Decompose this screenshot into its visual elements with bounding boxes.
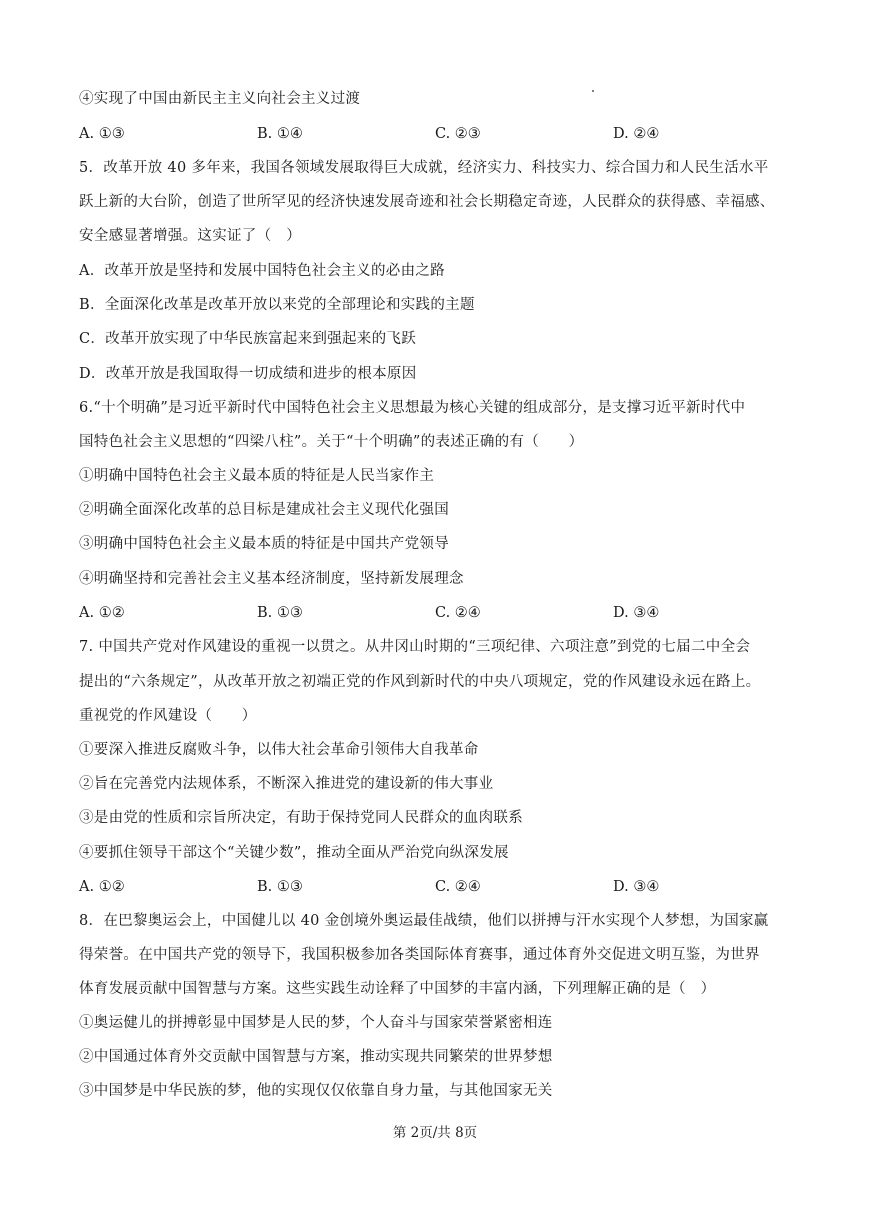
q6-option-a: A. ①② [79,605,125,621]
q6-option-b: B. ①③ [257,605,303,621]
q5-stem-line-3: 安全感显著增强。这实证了（ ） [79,228,301,244]
q4-options [79,124,799,144]
q6-option-c: C. ②④ [435,605,481,621]
q6-item-2: ②明确全面深化改革的总目标是建成社会主义现代化强国 [79,502,449,518]
q7-stem-line-3: 重视党的作风建设（ ） [79,708,257,724]
q4-option-b: B. ①④ [257,126,303,142]
q6-item-1: ①明确中国特色社会主义最本质的特征是人民当家作主 [79,468,435,484]
q5-option-a: A．改革开放是坚持和发展中国特色社会主义的必由之路 [79,263,445,279]
q4-option-a: A. ①③ [79,126,125,142]
q5-option-c: C．改革开放实现了中华民族富起来到强起来的飞跃 [79,331,416,347]
q6-stem-line-1: 6.“十个明确”是习近平新时代中国特色社会主义思想最为核心关键的组成部分，是支撑习近平新时代中 [79,400,746,416]
q7-options [79,877,799,897]
q5-stem-line-2: 跃上新的大台阶，创造了世所罕见的经济快速发展奇迹和社会长期稳定奇迹，人民群众的获得感、幸福感、 [79,194,775,210]
q7-item-3: ③是由党的性质和宗旨所决定，有助于保持党同人民群众的血肉联系 [79,810,523,826]
q4-item-4: ④实现了中国由新民主主义向社会主义过渡 [79,91,361,107]
q5-option-d: D．改革开放是我国取得一切成绩和进步的根本原因 [79,366,417,382]
q8-item-1: ①奥运健儿的拼搏彰显中国梦是人民的梦，个人奋斗与国家荣誉紧密相连 [79,1015,553,1031]
q4-option-d: D. ②④ [613,126,660,142]
q7-option-b: B. ①③ [257,879,303,895]
q6-options [79,603,799,623]
scan-speck [592,90,594,92]
q8-stem-line-2: 得荣誉。在中国共产党的领导下，我国积极参加各类国际体育赛事，通过体育外交促进文明互鉴，为世界 [79,947,760,963]
q7-option-d: D. ③④ [613,879,660,895]
q6-item-3: ③明确中国特色社会主义最本质的特征是中国共产党领导 [79,536,449,552]
q8-stem-line-3: 体育发展贡献中国智慧与方案。这些实践生动诠释了中国梦的丰富内涵，下列理解正确的是（ ） [79,981,716,997]
q7-item-1: ①要深入推进反腐败斗争，以伟大社会革命引领伟大自我革命 [79,742,479,758]
q8-item-3: ③中国梦是中华民族的梦，他的实现仅仅依靠自身力量，与其他国家无关 [79,1083,553,1099]
q7-option-a: A. ①② [79,879,125,895]
q5-option-b: B．全面深化改革是改革开放以来党的全部理论和实践的主题 [79,297,475,313]
q6-item-4: ④明确坚持和完善社会主义基本经济制度，坚持新发展理念 [79,571,464,587]
q5-stem-line-1: 5．改革开放 40 多年来，我国各领域发展取得巨大成就，经济实力、科技实力、综合国力和人民生活水平 [79,160,769,176]
q8-stem-line-1: 8．在巴黎奥运会上，中国健儿以 40 金创境外奥运最佳战绩，他们以拼搏与汗水实现个人梦想，为国家赢 [79,913,769,929]
q7-option-c: C. ②④ [435,879,481,895]
q6-option-d: D. ③④ [613,605,660,621]
q7-item-2: ②旨在完善党内法规体系，不断深入推进党的建设新的伟大事业 [79,776,494,792]
q6-stem-line-2: 国特色社会主义思想的“四梁八柱”。关于“十个明确”的表述正确的有（ ） [79,434,584,450]
q4-option-c: C. ②③ [435,126,481,142]
q8-item-2: ②中国通过体育外交贡献中国智慧与方案，推动实现共同繁荣的世界梦想 [79,1049,553,1065]
q7-stem-line-2: 提出的“六条规定”，从改革开放之初端正党的作风到新时代的中央八项规定，党的作风建设永远在路上。 [79,674,761,690]
page-number-footer: 第 2页/共 8页 [392,1125,478,1141]
q7-item-4: ④要抓住领导干部这个“关键少数”，推动全面从严治党向纵深发展 [79,845,509,861]
q7-stem-line-1: 7. 中国共产党对作风建设的重视一以贯之。从井冈山时期的“三项纪律、六项注意”到党的七届二中全会 [79,639,751,655]
